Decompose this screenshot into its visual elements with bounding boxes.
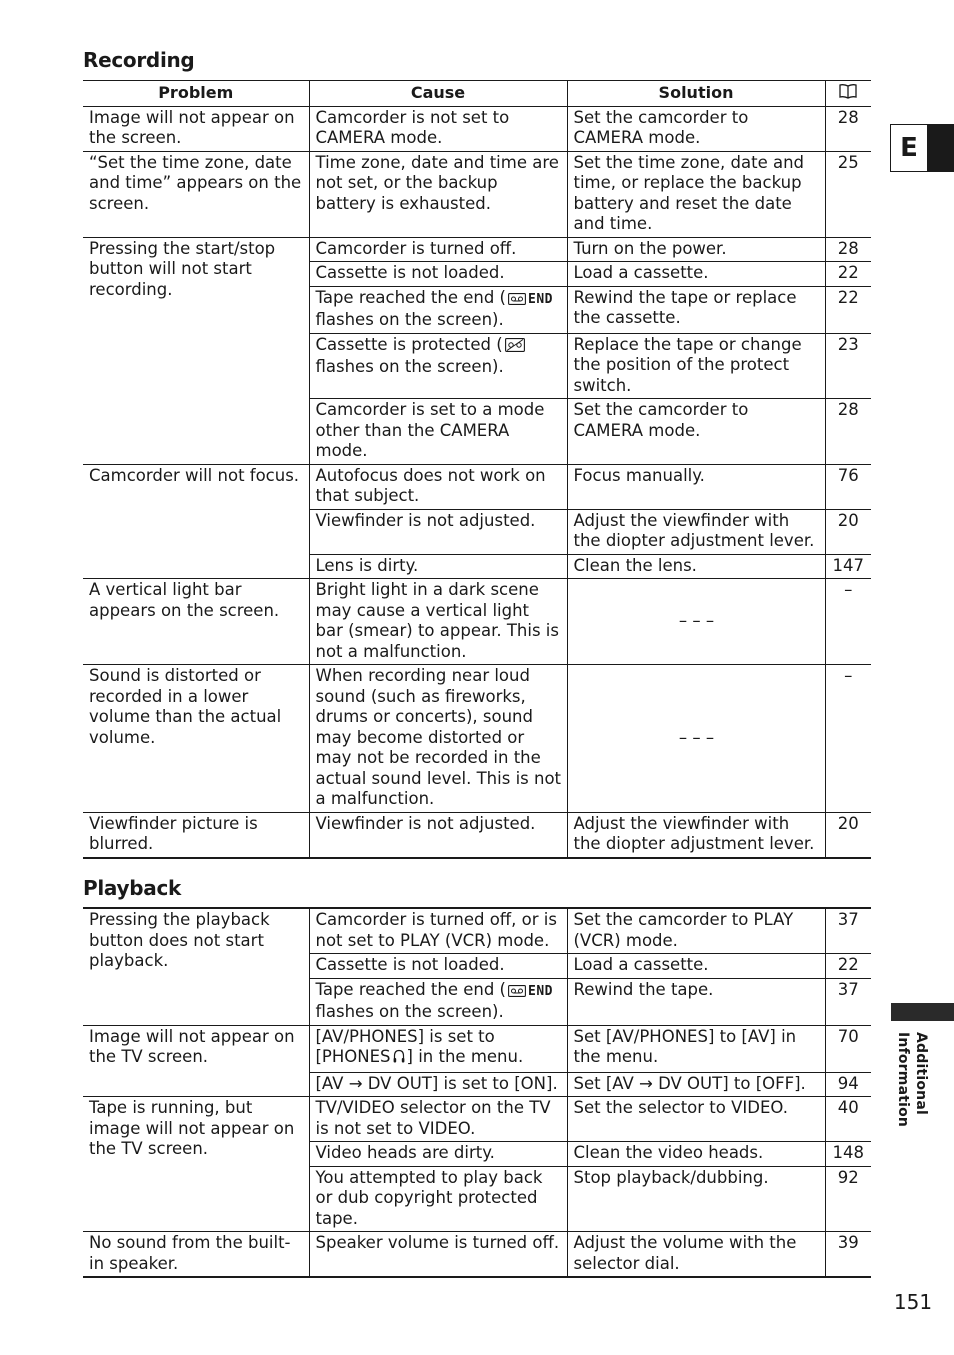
cause-cell <box>309 286 567 333</box>
solution-cell: Load a cassette. <box>567 262 825 287</box>
section-side-label <box>894 1032 930 1127</box>
cause-text: flashes on the screen). <box>315 1002 504 1021</box>
table-row <box>83 579 871 665</box>
cause-cell: Cassette is not loaded. <box>309 262 567 287</box>
table-row <box>83 908 871 954</box>
cause-text: flashes on the screen). <box>315 357 504 376</box>
solution-cell: Set [AV/PHONES] to [AV] in the menu. <box>567 1025 825 1072</box>
cause-text: Tape reached the end ( <box>315 979 506 999</box>
page-ref-cell: 20 <box>825 509 871 554</box>
side-label-line2: Information <box>895 1032 911 1128</box>
cause-column-header: Cause <box>309 81 567 107</box>
cause-cell: Viewfinder is not adjusted. <box>309 812 567 858</box>
solution-cell: Set the selector to VIDEO. <box>567 1097 825 1142</box>
solution-cell: Set [AV → DV OUT] to [OFF]. <box>567 1072 825 1097</box>
problem-cell: Image will not appear on the screen. <box>83 106 309 151</box>
table-row <box>83 464 871 509</box>
page-number: 151 <box>893 1290 933 1314</box>
table-row <box>83 1097 871 1142</box>
page-ref-cell: 94 <box>825 1072 871 1097</box>
solution-cell: Replace the tape or change the position of the protect switch. <box>567 333 825 399</box>
cause-cell: Bright light in a dark scene may cause a vertical light bar (smear) to appear. This is not a malfunction. <box>309 579 567 665</box>
cause-cell: You attempted to play back or dub copyright protected tape. <box>309 1166 567 1232</box>
page-ref-cell: 148 <box>825 1142 871 1167</box>
table-row <box>83 665 871 813</box>
tape-end-label: END <box>528 983 553 999</box>
cause-text: Cassette is protected ( <box>315 334 503 354</box>
playback-table <box>83 907 871 1278</box>
cause-cell: [AV → DV OUT] is set to [ON]. <box>309 1072 567 1097</box>
page-ref-cell: 22 <box>825 286 871 333</box>
solution-cell: Turn on the power. <box>567 237 825 262</box>
problem-cell: Viewfinder picture is blurred. <box>83 812 309 858</box>
page-ref-cell: 28 <box>825 106 871 151</box>
solution-cell: Rewind the tape or replace the cassette. <box>567 286 825 333</box>
solution-cell: Adjust the viewfinder with the diopter adjustment lever. <box>567 509 825 554</box>
problem-cell: Tape is running, but image will not appear on the TV screen. <box>83 1097 309 1232</box>
cause-cell: When recording near loud sound (such as fireworks, drums or concerts), sound may become distorted or may not be recorded in the actual sound level. This is not a malfunction. <box>309 665 567 813</box>
solution-cell: Stop playback/dubbing. <box>567 1166 825 1232</box>
cause-cell: Camcorder is turned off, or is not set to PLAY (VCR) mode. <box>309 908 567 954</box>
page-ref-cell: 28 <box>825 399 871 465</box>
language-tab-letter: E <box>900 133 918 163</box>
tape-end-icon <box>508 982 526 1003</box>
problem-cell: Image will not appear on the TV screen. <box>83 1025 309 1097</box>
solution-cell: Load a cassette. <box>567 954 825 979</box>
cause-cell: Video heads are dirty. <box>309 1142 567 1167</box>
solution-cell: – – – <box>567 579 825 665</box>
solution-cell: Adjust the volume with the selector dial. <box>567 1232 825 1278</box>
page-ref-cell: 23 <box>825 333 871 399</box>
page-ref-cell: – <box>825 665 871 813</box>
side-label-line1: Additional <box>913 1032 929 1115</box>
page-ref-cell: 22 <box>825 262 871 287</box>
page-column-header <box>825 81 871 107</box>
cause-cell: TV/VIDEO selector on the TV is not set to VIDEO. <box>309 1097 567 1142</box>
cause-cell <box>309 978 567 1025</box>
problem-cell: “Set the time zone, date and time” appears on the screen. <box>83 151 309 237</box>
cause-cell: Camcorder is turned off. <box>309 237 567 262</box>
tape-protected-icon <box>505 337 525 358</box>
cause-cell: Camcorder is not set to CAMERA mode. <box>309 106 567 151</box>
cause-cell <box>309 333 567 399</box>
playback-heading: Playback <box>83 876 182 900</box>
problem-cell: Camcorder will not focus. <box>83 464 309 579</box>
page-ref-cell: 20 <box>825 812 871 858</box>
solution-cell: Set the time zone, date and time, or replace the backup battery and reset the date and time. <box>567 151 825 237</box>
solution-cell: Set the camcorder to CAMERA mode. <box>567 106 825 151</box>
problem-cell: Pressing the start/stop button will not start recording. <box>83 237 309 464</box>
book-icon <box>838 83 858 105</box>
page-ref-cell: 76 <box>825 464 871 509</box>
headphones-icon <box>393 1049 405 1070</box>
page-ref-cell: 25 <box>825 151 871 237</box>
cause-text: ] in the menu. <box>406 1047 524 1066</box>
page-ref-cell: 39 <box>825 1232 871 1278</box>
tape-end-icon <box>508 290 526 311</box>
cause-cell: Lens is dirty. <box>309 554 567 579</box>
solution-cell: Focus manually. <box>567 464 825 509</box>
solution-column-header: Solution <box>567 81 825 107</box>
solution-cell: – – – <box>567 665 825 813</box>
cause-cell <box>309 1025 567 1072</box>
page-ref-cell: 37 <box>825 908 871 954</box>
solution-cell: Rewind the tape. <box>567 978 825 1025</box>
cause-text: Tape reached the end ( <box>315 287 506 307</box>
cause-cell: Speaker volume is turned off. <box>309 1232 567 1278</box>
table-row <box>83 1025 871 1072</box>
problem-cell: Pressing the playback button does not start playback. <box>83 908 309 1025</box>
page-ref-cell: 92 <box>825 1166 871 1232</box>
table-row <box>83 106 871 151</box>
recording-table <box>83 80 871 859</box>
cause-text: flashes on the screen). <box>315 310 504 329</box>
page-ref-cell: 37 <box>825 978 871 1025</box>
cause-cell: Autofocus does not work on that subject. <box>309 464 567 509</box>
problem-cell: Sound is distorted or recorded in a lower volume than the actual volume. <box>83 665 309 813</box>
language-tab <box>890 124 954 172</box>
problem-cell: A vertical light bar appears on the screen. <box>83 579 309 665</box>
solution-cell: Clean the lens. <box>567 554 825 579</box>
table-row <box>83 237 871 262</box>
table-row <box>83 151 871 237</box>
table-row <box>83 1232 871 1278</box>
cause-cell: Camcorder is set to a mode other than the CAMERA mode. <box>309 399 567 465</box>
recording-heading: Recording <box>83 48 195 72</box>
page-ref-cell: 147 <box>825 554 871 579</box>
tape-end-label: END <box>528 291 553 307</box>
cause-text: [AV/PHONES] is set to [PHONES <box>315 1026 495 1066</box>
page-ref-cell: 28 <box>825 237 871 262</box>
solution-cell: Set the camcorder to PLAY (VCR) mode. <box>567 908 825 954</box>
page-ref-cell: 22 <box>825 954 871 979</box>
problem-column-header: Problem <box>83 81 309 107</box>
solution-cell: Clean the video heads. <box>567 1142 825 1167</box>
solution-cell: Adjust the viewfinder with the diopter adjustment lever. <box>567 812 825 858</box>
page-ref-cell: 40 <box>825 1097 871 1142</box>
page-ref-cell: – <box>825 579 871 665</box>
problem-cell: No sound from the built-in speaker. <box>83 1232 309 1278</box>
language-tab-bar <box>927 125 954 171</box>
table-row <box>83 812 871 858</box>
cause-cell: Viewfinder is not adjusted. <box>309 509 567 554</box>
cause-cell: Cassette is not loaded. <box>309 954 567 979</box>
solution-cell: Set the camcorder to CAMERA mode. <box>567 399 825 465</box>
section-tab-bar <box>891 1003 954 1021</box>
page-ref-cell: 70 <box>825 1025 871 1072</box>
cause-cell: Time zone, date and time are not set, or the backup battery is exhausted. <box>309 151 567 237</box>
